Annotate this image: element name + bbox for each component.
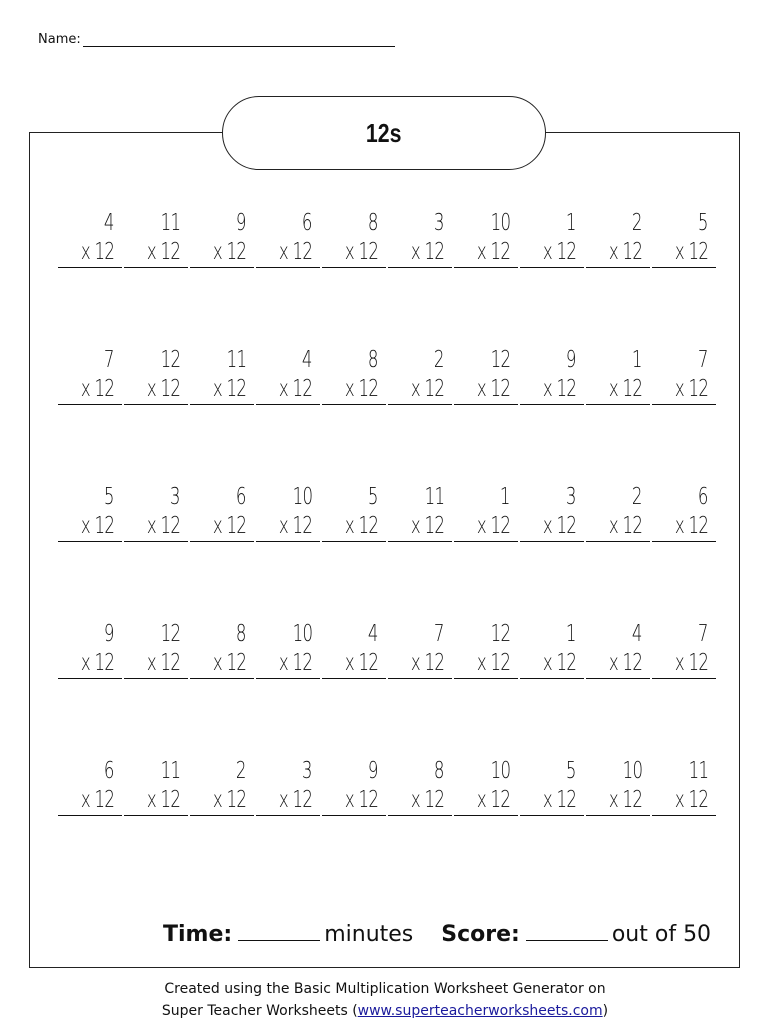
problem bbox=[122, 623, 188, 760]
problem-row bbox=[56, 623, 716, 760]
problem bbox=[122, 760, 188, 897]
multiplicand: 1 bbox=[566, 210, 576, 236]
multiplicand: 6 bbox=[302, 210, 312, 236]
time-score-footer bbox=[163, 922, 711, 947]
problem bbox=[518, 623, 584, 760]
problem bbox=[56, 212, 122, 349]
multiplicand: 1 bbox=[500, 484, 510, 510]
problem bbox=[452, 486, 518, 623]
out-of-label: out of 50 bbox=[611, 922, 712, 947]
problem bbox=[584, 212, 650, 349]
multiplicand: 1 bbox=[632, 347, 642, 373]
multiplicand: 8 bbox=[368, 347, 378, 373]
multiplier: x 12 bbox=[586, 241, 650, 268]
multiplicand: 2 bbox=[632, 210, 642, 236]
problem bbox=[386, 760, 452, 897]
multiplier: x 12 bbox=[124, 378, 188, 405]
multiplier: x 12 bbox=[388, 378, 452, 405]
multiplicand: 4 bbox=[104, 210, 114, 236]
multiplicand: 12 bbox=[160, 621, 180, 647]
multiplicand: 11 bbox=[160, 758, 180, 784]
multiplier: x 12 bbox=[190, 652, 254, 679]
multiplicand: 2 bbox=[236, 758, 246, 784]
multiplicand: 10 bbox=[292, 621, 312, 647]
problem-row bbox=[56, 212, 716, 349]
problem bbox=[452, 349, 518, 486]
credit-line-1: Created using the Basic Multiplication Worksheet Generator on bbox=[164, 981, 606, 997]
problem-row bbox=[56, 486, 716, 623]
problem bbox=[188, 212, 254, 349]
minutes-label: minutes bbox=[324, 922, 414, 947]
multiplier: x 12 bbox=[388, 515, 452, 542]
multiplier: x 12 bbox=[190, 241, 254, 268]
problem bbox=[650, 760, 716, 897]
multiplier: x 12 bbox=[256, 241, 320, 268]
multiplier: x 12 bbox=[124, 515, 188, 542]
multiplier: x 12 bbox=[322, 378, 386, 405]
multiplicand: 4 bbox=[632, 621, 642, 647]
multiplier: x 12 bbox=[190, 378, 254, 405]
problem bbox=[320, 212, 386, 349]
multiplier: x 12 bbox=[256, 515, 320, 542]
problem bbox=[320, 623, 386, 760]
multiplicand: 11 bbox=[424, 484, 444, 510]
problem bbox=[320, 486, 386, 623]
multiplicand: 7 bbox=[104, 347, 114, 373]
credit-footer bbox=[0, 978, 770, 1022]
multiplier: x 12 bbox=[58, 789, 122, 816]
problem bbox=[254, 349, 320, 486]
multiplier: x 12 bbox=[586, 652, 650, 679]
credit-prefix: Super Teacher Worksheets ( bbox=[161, 1003, 358, 1019]
multiplier: x 12 bbox=[586, 789, 650, 816]
multiplier: x 12 bbox=[256, 789, 320, 816]
problem bbox=[584, 760, 650, 897]
multiplicand: 3 bbox=[434, 210, 444, 236]
problem bbox=[122, 212, 188, 349]
name-label: Name: bbox=[38, 32, 81, 47]
multiplicand: 6 bbox=[104, 758, 114, 784]
multiplier: x 12 bbox=[586, 378, 650, 405]
multiplicand: 9 bbox=[104, 621, 114, 647]
time-blank[interactable] bbox=[238, 922, 320, 941]
multiplier: x 12 bbox=[58, 378, 122, 405]
multiplier: x 12 bbox=[388, 652, 452, 679]
multiplier: x 12 bbox=[124, 241, 188, 268]
multiplicand: 3 bbox=[302, 758, 312, 784]
multiplier: x 12 bbox=[652, 652, 716, 679]
multiplier: x 12 bbox=[322, 789, 386, 816]
multiplicand: 5 bbox=[368, 484, 378, 510]
credit-line-2 bbox=[0, 1000, 770, 1022]
multiplicand: 3 bbox=[566, 484, 576, 510]
multiplicand: 2 bbox=[632, 484, 642, 510]
problem bbox=[386, 349, 452, 486]
title-banner bbox=[222, 96, 546, 170]
problem bbox=[320, 760, 386, 897]
name-blank-line[interactable] bbox=[83, 34, 395, 47]
multiplier: x 12 bbox=[520, 789, 584, 816]
score-blank[interactable] bbox=[526, 922, 608, 941]
multiplicand: 8 bbox=[368, 210, 378, 236]
multiplier: x 12 bbox=[520, 378, 584, 405]
multiplicand: 4 bbox=[302, 347, 312, 373]
problem bbox=[386, 212, 452, 349]
multiplicand: 7 bbox=[698, 621, 708, 647]
score-label: Score: bbox=[441, 922, 520, 947]
multiplicand: 7 bbox=[434, 621, 444, 647]
multiplier: x 12 bbox=[322, 652, 386, 679]
website-link[interactable]: www.superteacherworksheets.com bbox=[357, 1003, 603, 1019]
multiplicand: 10 bbox=[292, 484, 312, 510]
multiplier: x 12 bbox=[652, 378, 716, 405]
problem bbox=[56, 349, 122, 486]
multiplier: x 12 bbox=[388, 789, 452, 816]
problem bbox=[386, 486, 452, 623]
multiplicand: 8 bbox=[434, 758, 444, 784]
multiplicand: 7 bbox=[698, 347, 708, 373]
multiplier: x 12 bbox=[520, 241, 584, 268]
problem bbox=[188, 760, 254, 897]
multiplicand: 12 bbox=[160, 347, 180, 373]
problem bbox=[56, 760, 122, 897]
multiplier: x 12 bbox=[454, 515, 518, 542]
problem bbox=[452, 623, 518, 760]
problem bbox=[56, 486, 122, 623]
multiplier: x 12 bbox=[256, 652, 320, 679]
multiplier: x 12 bbox=[454, 652, 518, 679]
multiplier: x 12 bbox=[322, 241, 386, 268]
problem bbox=[254, 623, 320, 760]
problem bbox=[188, 486, 254, 623]
multiplicand: 10 bbox=[490, 210, 510, 236]
multiplier: x 12 bbox=[388, 241, 452, 268]
multiplicand: 10 bbox=[622, 758, 642, 784]
multiplier: x 12 bbox=[190, 515, 254, 542]
problem bbox=[584, 623, 650, 760]
problem-grid bbox=[56, 212, 716, 897]
problem bbox=[650, 623, 716, 760]
multiplicand: 8 bbox=[236, 621, 246, 647]
multiplicand: 11 bbox=[160, 210, 180, 236]
multiplicand: 11 bbox=[688, 758, 708, 784]
multiplicand: 5 bbox=[698, 210, 708, 236]
multiplier: x 12 bbox=[652, 241, 716, 268]
name-field-row bbox=[38, 32, 395, 47]
problem bbox=[518, 760, 584, 897]
problem bbox=[584, 349, 650, 486]
multiplier: x 12 bbox=[322, 515, 386, 542]
problem bbox=[320, 349, 386, 486]
multiplicand: 2 bbox=[434, 347, 444, 373]
multiplier: x 12 bbox=[58, 515, 122, 542]
multiplier: x 12 bbox=[58, 652, 122, 679]
multiplier: x 12 bbox=[454, 241, 518, 268]
multiplier: x 12 bbox=[652, 515, 716, 542]
multiplicand: 11 bbox=[226, 347, 246, 373]
time-label: Time: bbox=[163, 922, 233, 947]
problem bbox=[386, 623, 452, 760]
multiplier: x 12 bbox=[124, 652, 188, 679]
multiplicand: 5 bbox=[104, 484, 114, 510]
multiplier: x 12 bbox=[454, 789, 518, 816]
multiplier: x 12 bbox=[256, 378, 320, 405]
problem bbox=[518, 486, 584, 623]
multiplicand: 3 bbox=[170, 484, 180, 510]
multiplier: x 12 bbox=[58, 241, 122, 268]
problem-row bbox=[56, 760, 716, 897]
multiplicand: 4 bbox=[368, 621, 378, 647]
multiplier: x 12 bbox=[124, 789, 188, 816]
multiplicand: 10 bbox=[490, 758, 510, 784]
multiplier: x 12 bbox=[520, 652, 584, 679]
multiplicand: 6 bbox=[236, 484, 246, 510]
multiplicand: 12 bbox=[490, 347, 510, 373]
multiplicand: 9 bbox=[566, 347, 576, 373]
problem bbox=[188, 349, 254, 486]
multiplicand: 5 bbox=[566, 758, 576, 784]
problem bbox=[122, 349, 188, 486]
multiplicand: 6 bbox=[698, 484, 708, 510]
problem bbox=[254, 212, 320, 349]
problem bbox=[254, 760, 320, 897]
problem bbox=[254, 486, 320, 623]
multiplicand: 12 bbox=[490, 621, 510, 647]
problem-row bbox=[56, 349, 716, 486]
problem bbox=[188, 623, 254, 760]
multiplier: x 12 bbox=[454, 378, 518, 405]
multiplicand: 9 bbox=[368, 758, 378, 784]
problem bbox=[518, 349, 584, 486]
problem bbox=[452, 212, 518, 349]
problem bbox=[650, 212, 716, 349]
problem bbox=[584, 486, 650, 623]
multiplicand: 9 bbox=[236, 210, 246, 236]
problem bbox=[122, 486, 188, 623]
worksheet-title: 12s bbox=[366, 117, 402, 148]
multiplicand: 1 bbox=[566, 621, 576, 647]
problem bbox=[452, 760, 518, 897]
multiplier: x 12 bbox=[190, 789, 254, 816]
problem bbox=[56, 623, 122, 760]
problem bbox=[518, 212, 584, 349]
multiplier: x 12 bbox=[520, 515, 584, 542]
problem bbox=[650, 486, 716, 623]
problem bbox=[650, 349, 716, 486]
multiplier: x 12 bbox=[586, 515, 650, 542]
multiplier: x 12 bbox=[652, 789, 716, 816]
credit-suffix: ) bbox=[602, 1003, 609, 1019]
